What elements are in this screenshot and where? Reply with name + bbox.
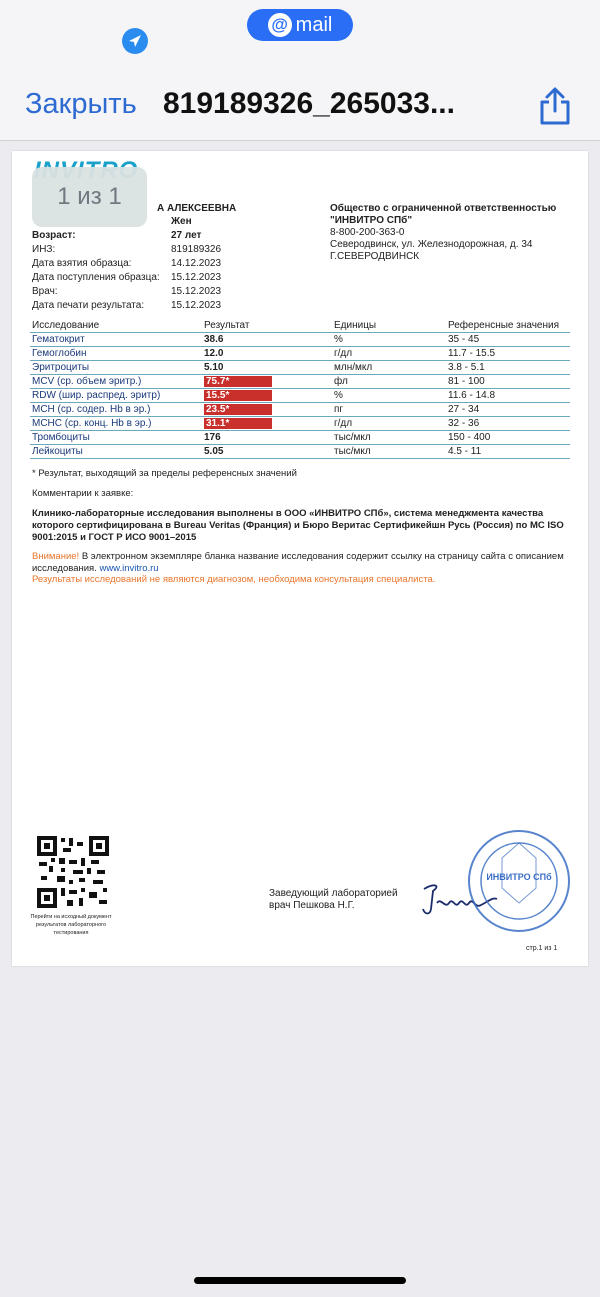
org-name-line2: "ИНВИТРО СПб" [330, 215, 413, 226]
table-row [30, 431, 570, 445]
disclaimer-text: Результаты исследований не являются диагнозом, необходима консультация специалиста. [32, 574, 436, 585]
unit-cell: г/дл [332, 347, 446, 361]
attention-notice [32, 551, 572, 575]
lab-head-name: врач Пешкова Н.Г. [269, 900, 355, 911]
mail-app-pill[interactable] [247, 9, 353, 41]
reference-cell: 3.8 - 5.1 [446, 361, 570, 375]
reference-cell: 11.7 - 15.5 [446, 347, 570, 361]
page-number: стр.1 из 1 [526, 945, 558, 952]
column-header: Результат [202, 319, 332, 333]
document-page[interactable]: 1 из 1 А АЛЕКСЕЕВНА Жен Возраст: 27 лет ИНЗ: 819189326 Дата взятия образца: 14.12.2023 Дата поступления образца: 15.12.2023 Врач: 15.12.2023 Дата печати результата: 15.12.2023 Общество с ограниченной ответственностью "ИНВИТРО СПб" 8-800-200-363-0 Северодвинск, ул. Железнодорожная, д. 34 Г.СЕВЕРОДВИНСК Исследование Результат Единицы Референсные значения Гематокрит 38.6 % 35 - 45 Гемоглобин 12.0 г/дл 11.7 - 15.5 Эритроциты 5.10 млн/мкл 3.8 - 5.1 MCV (ср. объем эритр.) 75.7* фл 81 - 100 RDW (шир. распред. эритр) 15.5* % 11.6 - 14.8 MCH (ср. содер. Hb в эр.) 23.5* пг 27 - 34 MCHC (ср. конц. Hb в эр.) 31.1* г/дл 32 - 36 Тромбоциты 176 тыс/мкл 150 - 400 Лейкоциты 5.05 тыс/мкл 4.5 - 11 * Результат, выходящий за пределы референсных значений Комментарии к заявке: Клинико-лабораторные исследования выполнены в ООО «ИНВИТРО СПб», система менеджмента качества которого сертифицирована в Bureau Veritas (Франция) и Бюро Веритас Сертификейшн Русь (Россия) по МС ISO 9001:2015 и ГОСТ Р ИСО 9001–2015 Внимание! В электронном экземпляре бланка название исследования содержит ссылку на страницу сайта с описанием исследования. www.invitro.ru Результаты исследований не являются диагнозом, необходима консультация специалиста. Перейти на исходный документ результатов лабораторного тестирования Заведующий лабораторией врач Пешкова Н.Г. ИНВИТРО СПб стр.1 из 1 [12, 151, 588, 966]
results-table [30, 319, 570, 459]
table-row [30, 403, 570, 417]
abnormal-flag: 23.5* [204, 404, 272, 415]
result-cell [202, 417, 332, 431]
result-cell [202, 347, 332, 361]
org-phone: 8-800-200-363-0 [330, 227, 405, 238]
table-row [30, 361, 570, 375]
home-indicator[interactable] [194, 1277, 406, 1284]
test-name[interactable]: Гемоглобин [30, 347, 202, 361]
reference-cell: 11.6 - 14.8 [446, 389, 570, 403]
org-city: Г.СЕВЕРОДВИНСК [330, 251, 420, 262]
abnormal-flag: 75.7* [204, 376, 272, 387]
invitro-link[interactable]: www.invitro.ru [99, 563, 159, 574]
out-of-range-note: * Результат, выходящий за пределы референсных значений [32, 468, 297, 479]
reference-cell: 150 - 400 [446, 431, 570, 445]
reference-cell: 27 - 34 [446, 403, 570, 417]
result-value: 38.6 [204, 334, 224, 345]
test-name[interactable]: MCH (ср. содер. Hb в эр.) [30, 403, 202, 417]
mail-label: mail [295, 13, 333, 36]
result-cell [202, 431, 332, 445]
result-value: 176 [204, 432, 221, 443]
unit-cell: тыс/мкл [332, 431, 446, 445]
test-name[interactable]: Лейкоциты [30, 445, 202, 459]
reference-cell: 35 - 45 [446, 333, 570, 347]
table-row [30, 417, 570, 431]
column-header: Референсные значения [446, 319, 570, 333]
table-row [30, 389, 570, 403]
test-name[interactable]: MCV (ср. объем эритр.) [30, 375, 202, 389]
table-row [30, 445, 570, 459]
reference-cell: 32 - 36 [446, 417, 570, 431]
certification-text: Клинико-лабораторные исследования выполнены в ООО «ИНВИТРО СПб», система менеджмента качества которого сертифицирована в Bureau Veritas (Франция) и Бюро Веритас Сертификейшн Русь (Россия) по МС ISO 9001:2015 и ГОСТ Р ИСО 9001–2015 [32, 508, 564, 543]
unit-cell: % [332, 333, 446, 347]
result-value: 5.10 [204, 362, 224, 373]
abnormal-flag: 31.1* [204, 418, 272, 429]
qr-caption: Перейти на исходный документ результатов лабораторного тестирования [30, 914, 112, 936]
at-icon: @ [268, 13, 292, 37]
org-name-line1: Общество с ограниченной ответственностью [330, 203, 557, 214]
test-name[interactable]: Гематокрит [30, 333, 202, 347]
result-value: 5.05 [204, 446, 224, 457]
table-row [30, 347, 570, 361]
page-indicator: 1 из 1 [32, 167, 147, 227]
table-row [30, 375, 570, 389]
result-cell [202, 361, 332, 375]
table-row [30, 333, 570, 347]
column-header: Единицы [332, 319, 446, 333]
nav-bar [0, 60, 600, 141]
comments-label: Комментарии к заявке: [32, 488, 134, 499]
column-header: Исследование [30, 319, 202, 333]
lab-stamp [466, 828, 572, 934]
unit-cell: тыс/мкл [332, 445, 446, 459]
lab-head [269, 888, 398, 912]
location-arrow-icon [121, 27, 149, 55]
stamp-text: ИНВИТРО СПб [486, 872, 552, 882]
unit-cell: пг [332, 403, 446, 417]
test-name[interactable]: RDW (шир. распред. эритр) [30, 389, 202, 403]
unit-cell: % [332, 389, 446, 403]
reference-cell: 4.5 - 11 [446, 445, 570, 459]
unit-cell: г/дл [332, 417, 446, 431]
document-title: 819189326_265033... [163, 87, 455, 120]
test-name[interactable]: MCHC (ср. конц. Hb в эр.) [30, 417, 202, 431]
attention-text: В электронном экземпляре бланка название исследования содержит ссылку на страницу сайта с описанием исследования. [32, 551, 564, 574]
reference-cell: 81 - 100 [446, 375, 570, 389]
qr-code[interactable] [37, 836, 109, 908]
close-button[interactable]: Закрыть [25, 88, 137, 120]
lab-head-title: Заведующий лабораторией [269, 888, 398, 899]
test-name[interactable]: Тромбоциты [30, 431, 202, 445]
result-cell [202, 403, 332, 417]
test-name[interactable]: Эритроциты [30, 361, 202, 375]
org-address: Северодвинск, ул. Железнодорожная, д. 34 [330, 239, 533, 250]
abnormal-flag: 15.5* [204, 390, 272, 401]
result-cell [202, 333, 332, 347]
status-bar [0, 0, 600, 60]
result-cell [202, 389, 332, 403]
share-icon[interactable] [536, 85, 574, 127]
result-cell [202, 375, 332, 389]
result-value: 12.0 [204, 348, 224, 359]
lab-organization [330, 203, 575, 263]
unit-cell: фл [332, 375, 446, 389]
result-cell [202, 445, 332, 459]
attention-word: Внимание! [32, 551, 80, 562]
patient-name: А АЛЕКСЕЕВНА [157, 203, 237, 214]
unit-cell: млн/мкл [332, 361, 446, 375]
